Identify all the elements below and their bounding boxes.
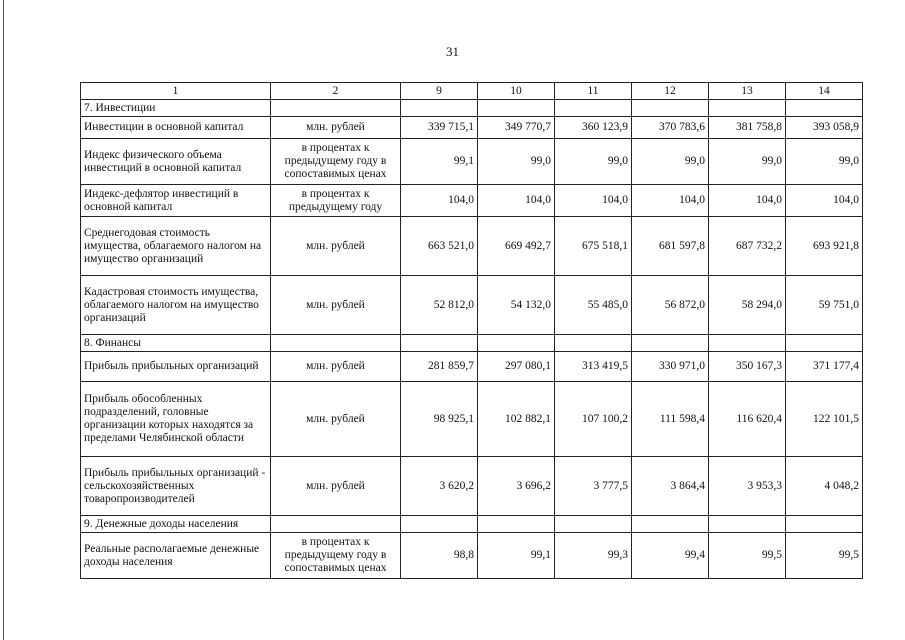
column-header: 9 (401, 83, 478, 100)
unit-cell: млн. рублей (271, 382, 401, 457)
empty-cell (709, 100, 786, 117)
indicator-name: Инвестиции в основной капитал (81, 117, 271, 139)
value-cell: 297 080,1 (478, 352, 555, 382)
value-cell: 3 953,3 (709, 457, 786, 516)
value-cell: 107 100,2 (555, 382, 632, 457)
value-cell: 122 101,5 (786, 382, 863, 457)
value-cell: 104,0 (401, 185, 478, 217)
table-header-row (81, 83, 863, 100)
unit-cell: млн. рублей (271, 217, 401, 276)
value-cell: 99,0 (555, 139, 632, 185)
value-cell: 99,1 (478, 533, 555, 579)
empty-cell (709, 335, 786, 352)
unit-cell: в процентах к предыдущему году в сопоставимых ценах (271, 139, 401, 185)
empty-cell (786, 100, 863, 117)
value-cell: 381 758,8 (709, 117, 786, 139)
value-cell: 104,0 (709, 185, 786, 217)
value-cell: 99,0 (632, 139, 709, 185)
table-row (81, 117, 863, 139)
section-header-row (81, 100, 863, 117)
value-cell: 3 696,2 (478, 457, 555, 516)
column-header: 11 (555, 83, 632, 100)
value-cell: 99,1 (401, 139, 478, 185)
empty-cell (401, 335, 478, 352)
value-cell: 99,0 (786, 139, 863, 185)
value-cell: 55 485,0 (555, 276, 632, 335)
value-cell: 370 783,6 (632, 117, 709, 139)
table-row (81, 352, 863, 382)
empty-cell (786, 335, 863, 352)
value-cell: 360 123,9 (555, 117, 632, 139)
empty-cell (401, 516, 478, 533)
value-cell: 3 620,2 (401, 457, 478, 516)
value-cell: 111 598,4 (632, 382, 709, 457)
empty-cell (401, 100, 478, 117)
value-cell: 98,8 (401, 533, 478, 579)
value-cell: 56 872,0 (632, 276, 709, 335)
section-title: 7. Инвестиции (81, 100, 271, 117)
value-cell: 104,0 (555, 185, 632, 217)
value-cell: 4 048,2 (786, 457, 863, 516)
indicator-name: Среднегодовая стоимость имущества, облагаемого налогом на имущество организаций (81, 217, 271, 276)
value-cell: 350 167,3 (709, 352, 786, 382)
unit-cell: млн. рублей (271, 117, 401, 139)
value-cell: 54 132,0 (478, 276, 555, 335)
value-cell: 687 732,2 (709, 217, 786, 276)
unit-cell: в процентах к предыдущему году в сопоставимых ценах (271, 533, 401, 579)
table-row (81, 276, 863, 335)
empty-cell (271, 335, 401, 352)
column-header: 14 (786, 83, 863, 100)
section-header-row (81, 335, 863, 352)
table-body (81, 100, 863, 579)
table-row (81, 139, 863, 185)
value-cell: 313 419,5 (555, 352, 632, 382)
value-cell: 59 751,0 (786, 276, 863, 335)
value-cell: 99,3 (555, 533, 632, 579)
table-row (81, 382, 863, 457)
table-row (81, 533, 863, 579)
empty-cell (632, 516, 709, 533)
value-cell: 104,0 (786, 185, 863, 217)
page-number: 31 (446, 44, 459, 59)
empty-cell (632, 335, 709, 352)
section-header-row (81, 516, 863, 533)
empty-cell (478, 100, 555, 117)
value-cell: 349 770,7 (478, 117, 555, 139)
value-cell: 281 859,7 (401, 352, 478, 382)
unit-cell: млн. рублей (271, 352, 401, 382)
value-cell: 3 777,5 (555, 457, 632, 516)
value-cell: 99,0 (478, 139, 555, 185)
column-header: 12 (632, 83, 709, 100)
value-cell: 669 492,7 (478, 217, 555, 276)
value-cell: 58 294,0 (709, 276, 786, 335)
indicator-name: Прибыль прибыльных организаций (81, 352, 271, 382)
column-header: 13 (709, 83, 786, 100)
value-cell: 104,0 (632, 185, 709, 217)
value-cell: 104,0 (478, 185, 555, 217)
value-cell: 99,5 (786, 533, 863, 579)
empty-cell (555, 100, 632, 117)
indicator-name: Индекс-дефлятор инвестиций в основной капитал (81, 185, 271, 217)
empty-cell (478, 516, 555, 533)
value-cell: 102 882,1 (478, 382, 555, 457)
value-cell: 116 620,4 (709, 382, 786, 457)
unit-cell: млн. рублей (271, 457, 401, 516)
empty-cell (786, 516, 863, 533)
empty-cell (632, 100, 709, 117)
empty-cell (555, 516, 632, 533)
value-cell: 663 521,0 (401, 217, 478, 276)
empty-cell (271, 100, 401, 117)
table-row (81, 185, 863, 217)
indicator-name: Прибыль прибыльных организаций - сельскохозяйственных товаропроизводителей (81, 457, 271, 516)
value-cell: 3 864,4 (632, 457, 709, 516)
page-edge-line (3, 0, 4, 640)
indicator-name: Реальные располагаемые денежные доходы населения (81, 533, 271, 579)
table-row (81, 217, 863, 276)
section-title: 9. Денежные доходы населения (81, 516, 271, 533)
empty-cell (478, 335, 555, 352)
value-cell: 52 812,0 (401, 276, 478, 335)
column-header: 10 (478, 83, 555, 100)
value-cell: 675 518,1 (555, 217, 632, 276)
indicator-name: Кадастровая стоимость имущества, облагаемого налогом на имущество организаций (81, 276, 271, 335)
forecast-table (80, 82, 863, 579)
column-header: 2 (271, 83, 401, 100)
value-cell: 99,5 (709, 533, 786, 579)
indicator-name: Прибыль обособленных подразделений, головные организации которых находятся за пределами Челябинской области (81, 382, 271, 457)
value-cell: 371 177,4 (786, 352, 863, 382)
value-cell: 693 921,8 (786, 217, 863, 276)
value-cell: 98 925,1 (401, 382, 478, 457)
value-cell: 339 715,1 (401, 117, 478, 139)
value-cell: 393 058,9 (786, 117, 863, 139)
unit-cell: в процентах к предыдущему году (271, 185, 401, 217)
value-cell: 681 597,8 (632, 217, 709, 276)
empty-cell (271, 516, 401, 533)
unit-cell: млн. рублей (271, 276, 401, 335)
value-cell: 330 971,0 (632, 352, 709, 382)
column-header: 1 (81, 83, 271, 100)
value-cell: 99,4 (632, 533, 709, 579)
section-title: 8. Финансы (81, 335, 271, 352)
table-row (81, 457, 863, 516)
empty-cell (555, 335, 632, 352)
empty-cell (709, 516, 786, 533)
value-cell: 99,0 (709, 139, 786, 185)
indicator-name: Индекс физического объема инвестиций в основной капитал (81, 139, 271, 185)
